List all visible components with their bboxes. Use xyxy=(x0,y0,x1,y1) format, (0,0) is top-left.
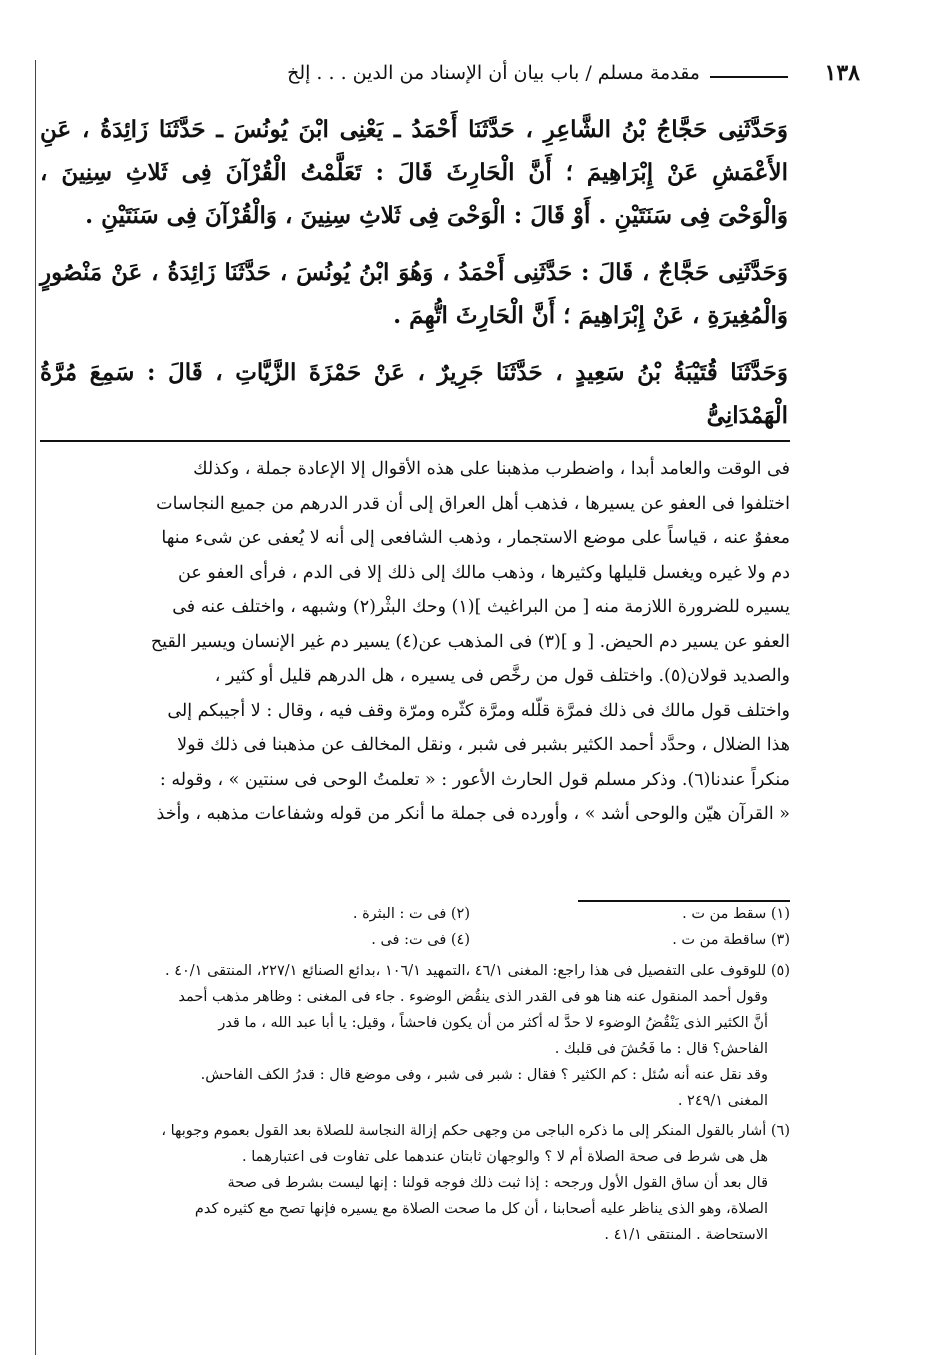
hadith-text xyxy=(40,108,788,451)
footnote-6-line: الصلاة، وهو الذى يناظر عليه أصحابنا ، أن كل ما صحت الصلاة مع يسيره فإنها تصح مع كثيره كدم xyxy=(194,1201,768,1217)
footnote-4: (٤) فى ت: فى . xyxy=(371,932,470,948)
commentary-line: هذا الضلال ، وحدَّد أحمد الكثير بشبر فى شبر ، ونقل المخالف عن مذهبنا فى ذلك قولا xyxy=(177,735,790,755)
footnote-5-line: الفاحش؟ قال : ما فَحُشَ فى قلبك . xyxy=(554,1041,768,1057)
hadith-paragraph: وَحَدَّثَنِى حَجَّاجٌ ، قَالَ : حَدَّثَنِى أَحْمَدُ ، وَهُوَ ابْنُ يُونُسَ ، حَدَّثَنَا زَائِدَةُ ، عَنْ مَنْصُورٍ وَالْمُغِيرَةِ ، عَنْ إِبْرَاهِيمَ ؛ أَنَّ الْحَارِثَ اتُّهِمَ . xyxy=(40,259,788,329)
page-header xyxy=(40,60,860,90)
text-divider xyxy=(40,440,790,442)
footnote-row xyxy=(40,906,790,932)
commentary-line: فى الوقت والعامد أبدا ، واضطرب مذهبنا على هذه الأقوال إلا الإعادة جملة ، وكذلك xyxy=(193,459,790,479)
left-margin-line xyxy=(35,60,36,1355)
commentary-line: اختلفوا فى العفو عن يسيرها ، فذهب أهل العراق إلى أن قدر الدرهم من جميع النجاسات xyxy=(156,493,790,514)
commentary-line: معفوٌ عنه ، قياساً على موضع الاستجمار ، وذهب الشافعى إلى أنه لا يُعفى عن شىء منها xyxy=(161,528,790,548)
commentary-line: منكراً عندنا(٦). وذكر مسلم قول الحارث الأعور : « تعلمتُ الوحى فى سنتين » ، وقوله : xyxy=(159,769,790,790)
commentary-line: واختلف قول مالك فى ذلك فمرَّة قلّله ومرَّة كثّره ومرّة وقف فيه ، وقال : لا أجيبكم إلى xyxy=(167,700,790,721)
footnote-6-line: (٦) أشار بالقول المنكر إلى ما ذكره الباجى من وجهى حكم إزالة النجاسة للصلاة بعد القول بعموم وجوبها ، xyxy=(161,1123,790,1139)
footnote-5-line: (٥) للوقوف على التفصيل فى هذا راجع: المغنى ٤٦/١ ،التمهيد ١٠٦/١ ،بدائع الصنائع ٢٢٧/١، المنتقى ٤٠/١ . xyxy=(165,963,790,979)
commentary-line: يسيره للضرورة اللازمة منه [ من البراغيث ](١) وحك البثْر(٢) وشبهه ، واختلف عنه فى xyxy=(172,597,790,617)
footnote-5-line: وقول أحمد المنقول عنه هنا هو فى القدر الذى ينقُض الوضوء . جاء فى المغنى : وظاهر مذهب أحمد xyxy=(178,989,768,1005)
commentary-line: والصديد قولان(٥). واختلف قول من رخَّص فى يسيره ، هل الدرهم قليل أو كثير ، xyxy=(214,666,790,686)
footnote-5-line: وقد نقل عنه أنه سُئل : كم الكثير ؟ فقال : شبر فى شبر ، وفى موضع قال : قدرُ الكف الفاحش. xyxy=(200,1067,768,1083)
hadith-paragraph: وَحَدَّثَنَا قُتَيْبَةُ بْنُ سَعِيدٍ ، حَدَّثَنَا جَرِيرٌ ، عَنْ حَمْزَةَ الزَّيَّاتِ ، قَالَ : سَمِعَ مُرَّةُ الْهَمْدَانِىُّ xyxy=(40,359,788,429)
footnote-6-line: قال بعد أن ساق القول الأول ورجحه : إذا ثبت ذلك فوجه قولنا : إنها ليست بشرط فى صحة xyxy=(227,1175,768,1191)
running-title: مقدمة مسلم / باب بيان أن الإسناد من الدين . . . إلخ xyxy=(287,62,700,84)
commentary-line: دم ولا غيره ويغسل قليلها وكثيرها ، وذهب مالك إلى ذلك إلا فى الدم ، فرأى العفو عن xyxy=(178,562,790,583)
footnote-1: (١) سقط من ت . xyxy=(682,906,790,922)
footnote-5-line: المغنى ٢٤٩/١ . xyxy=(677,1093,768,1109)
footnote-5-line: أنَّ الكثير الذى يَنْقُضُ الوضوء لا حدَّ له أكثر من أن يكون فاحشاً ، وقيل: يا أبا عبد الله ، ما قدر xyxy=(218,1015,768,1031)
commentary-line: « القرآن هيّن والوحى أشد » ، وأورده فى جملة ما أنكر من قوله وشفاعات مذهبه ، وأخذ xyxy=(156,804,790,824)
commentary-line: العفو عن يسير دم الحيض. [ و ](٣) فى المذهب عن(٤) يسير دم غير الإنسان ويسير القيح xyxy=(150,631,790,652)
footnote-2: (٢) فى ت : البثرة . xyxy=(352,906,470,922)
footnote-row xyxy=(40,932,790,958)
footnote-3: (٣) ساقطة من ت . xyxy=(672,932,790,948)
footnote-rule xyxy=(578,900,790,902)
footnote-6-line: هل هى شرط فى صحة الصلاة أم لا ؟ والوجهان ثابتان عندهما على تفاوت فى اعتبارهما . xyxy=(242,1149,768,1165)
commentary xyxy=(40,452,790,832)
footnotes xyxy=(40,906,790,1248)
header-rule xyxy=(710,76,788,78)
page-number: ١٣٨ xyxy=(824,60,860,86)
hadith-paragraph: وَحَدَّثَنِى حَجَّاجُ بْنُ الشَّاعِرِ ، حَدَّثَنَا أَحْمَدُ ـ يَعْنِى ابْنَ يُونُسَ ـ حَدَّثَنَا زَائِدَةُ ، عَنِ الأَعْمَشِ عَنْ إِبْرَاهِيمَ ؛ أَنَّ الْحَارِثَ قَالَ : تَعَلَّمْتُ الْقُرْآنَ فِى ثَلاثِ سِنِينَ ، وَالْوَحْىَ فِى سَنَتَيْنِ . أَوْ قَالَ : الْوَحْىَ فِى ثَلاثِ سِنِينَ ، وَالْقُرْآنَ فِى سَنَتَيْنِ . xyxy=(40,116,788,229)
footnote-6-line: الاستحاضة . المنتقى ٤١/١ . xyxy=(604,1227,768,1243)
